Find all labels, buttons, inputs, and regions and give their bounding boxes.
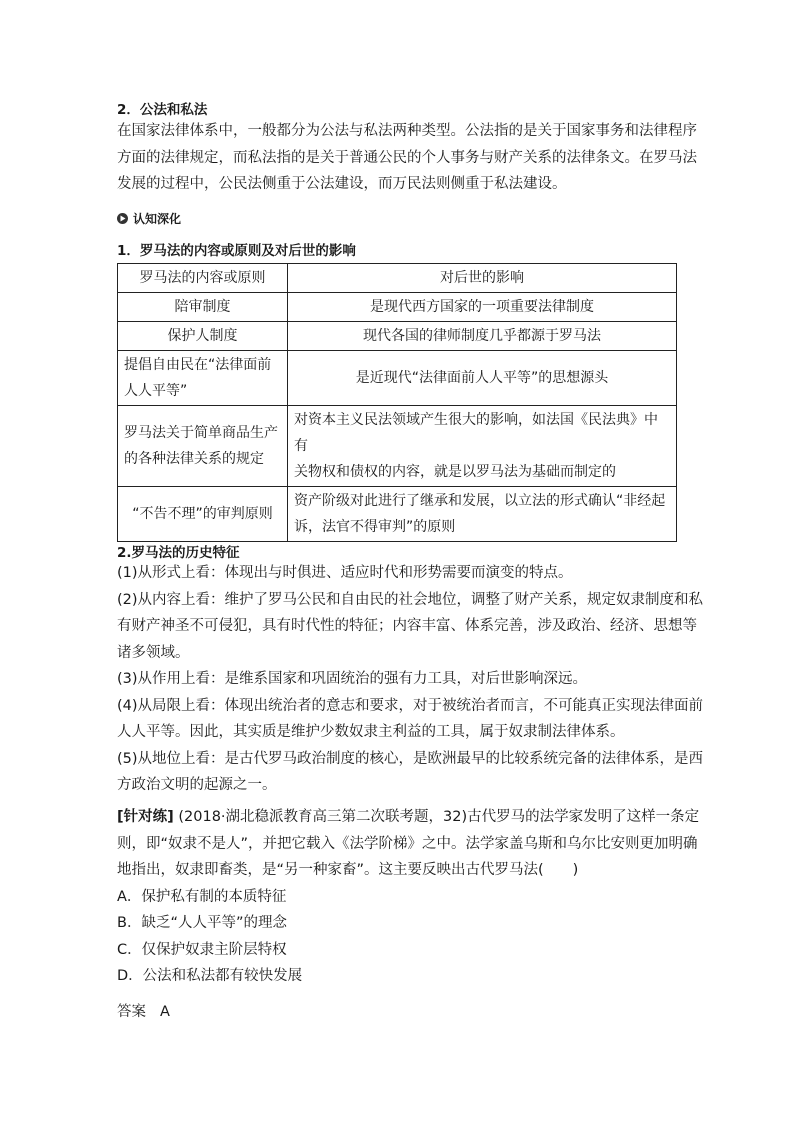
cell-line: 提倡自由民在“法律面前 bbox=[124, 357, 272, 373]
section-heading-influence: 1．罗马法的内容或原则及对后世的影响 bbox=[117, 243, 356, 259]
practice-tag: [针对练] bbox=[117, 809, 174, 825]
table-cell-content bbox=[118, 406, 288, 487]
table-row bbox=[118, 406, 677, 487]
cell-line: 对资本主义民法领域产生很大的影响，如法国《民法典》中有 bbox=[294, 412, 658, 454]
table-cell-content bbox=[118, 487, 288, 542]
question-line bbox=[117, 804, 700, 831]
option-c: C．仅保护奴隶主阶层特权 bbox=[117, 941, 287, 958]
feature-line: (5)从地位上看：是古代罗马政治制度的核心，是欧洲最早的比较系统完备的法律体系，是西 bbox=[117, 750, 704, 767]
feature-line: 诸多领域。 bbox=[117, 644, 190, 661]
table-row bbox=[118, 322, 677, 351]
feature-line: (3)从作用上看：是维系国家和巩固统治的强有力工具，对后世影响深远。 bbox=[117, 671, 588, 687]
question-text: (2018·湖北稳派教育高三第二次联考题，32)古代罗马的法学家发明了这样一条定 bbox=[173, 809, 700, 825]
table-row bbox=[118, 351, 677, 406]
roman-law-influence-table bbox=[117, 263, 677, 542]
cell-line: 诉，法官不得审判”的原则 bbox=[294, 519, 456, 535]
section-heading-public-private-law: 2．公法和私法 bbox=[117, 102, 208, 118]
public-private-law-paragraph bbox=[117, 118, 697, 198]
table-row bbox=[118, 487, 677, 542]
feature-line: 有财产神圣不可侵犯，具有时代性的特征；内容丰富、体系完善，涉及政治、经济、思想等 bbox=[117, 618, 697, 634]
practice-question bbox=[117, 804, 700, 990]
table-row bbox=[118, 293, 677, 322]
table-cell-content bbox=[118, 293, 288, 322]
cell-line: 关物权和债权的内容，就是以罗马法为基础而制定的 bbox=[294, 464, 616, 480]
cell-line: 保护人制度 bbox=[167, 328, 238, 344]
deepen-understanding-marker bbox=[117, 210, 181, 227]
cell-line: 罗马法关于简单商品生产 bbox=[124, 425, 278, 441]
option-a: A．保护私有制的本质特征 bbox=[117, 888, 287, 905]
cell-line: 现代各国的律师制度几乎都源于罗马法 bbox=[363, 328, 601, 344]
marker-label: 认知深化 bbox=[133, 212, 182, 226]
answer-value: A bbox=[160, 1004, 170, 1020]
table-cell-influence bbox=[288, 351, 677, 406]
feature-line: (1)从形式上看：体现出与时俱进、适应时代和形势需要而演变的特点。 bbox=[117, 565, 573, 581]
question-line: 地指出，奴隶即畜类，是“另一种家畜”。这主要反映出古代罗马法( ) bbox=[117, 862, 579, 878]
section-heading-features: 2.罗马法的历史特征 bbox=[117, 545, 240, 561]
cell-line: 陪审制度 bbox=[174, 299, 231, 315]
table-cell-content bbox=[118, 351, 288, 406]
table-cell-influence bbox=[288, 293, 677, 322]
option-d: D．公法和私法都有较快发展 bbox=[117, 968, 303, 984]
feature-line: 人人平等。因此，其实质是维护少数奴隶主利益的工具，属于奴隶制法律体系。 bbox=[117, 724, 625, 740]
question-line: 则，即“奴隶不是人”，并把它载入《法学阶梯》之中。法学家盖乌斯和乌尔比安则更加明确 bbox=[117, 835, 698, 852]
feature-line: (4)从局限上看：体现出统治者的意志和要求，对于被统治者而言，不可能真正实现法律面前 bbox=[117, 697, 704, 714]
feature-line: 方政治文明的起源之一。 bbox=[117, 777, 277, 793]
features-list bbox=[117, 560, 704, 799]
play-circle-icon bbox=[117, 213, 128, 224]
table-cell-influence bbox=[288, 487, 677, 542]
option-b: B．缺乏“人人平等”的理念 bbox=[117, 915, 287, 931]
table-header-row bbox=[118, 264, 677, 293]
answer-label: 答案 bbox=[117, 1004, 146, 1020]
table-cell-influence bbox=[288, 322, 677, 351]
feature-line: (2)从内容上看：维护了罗马公民和自由民的社会地位，调整了财产关系，规定奴隶制度和私 bbox=[117, 591, 704, 608]
paragraph-line: 方面的法律规定，而私法指的是关于普通公民的个人事务与财产关系的法律条文。在罗马法 bbox=[117, 149, 697, 166]
paragraph-line: 发展的过程中，公民法侧重于公法建设，而万民法则侧重于私法建设。 bbox=[117, 176, 567, 192]
table-header-cell: 对后世的影响 bbox=[288, 264, 677, 293]
cell-line: 资产阶级对此进行了继承和发展，以立法的形式确认“非经起 bbox=[294, 493, 666, 509]
cell-line: 的各种法律关系的规定 bbox=[124, 451, 264, 467]
cell-line: 人人平等” bbox=[124, 383, 188, 399]
table-cell-influence bbox=[288, 406, 677, 487]
table-cell-content bbox=[118, 322, 288, 351]
paragraph-line: 在国家法律体系中，一般都分为公法与私法两种类型。公法指的是关于国家事务和法律程序 bbox=[117, 123, 697, 139]
cell-line: 是现代西方国家的一项重要法律制度 bbox=[370, 299, 594, 315]
cell-line: 是近现代“法律面前人人平等”的思想源头 bbox=[355, 370, 609, 386]
cell-line: “不告不理”的审判原则 bbox=[132, 506, 273, 522]
table-header-cell: 罗马法的内容或原则 bbox=[118, 264, 288, 293]
answer-line bbox=[117, 1000, 184, 1021]
